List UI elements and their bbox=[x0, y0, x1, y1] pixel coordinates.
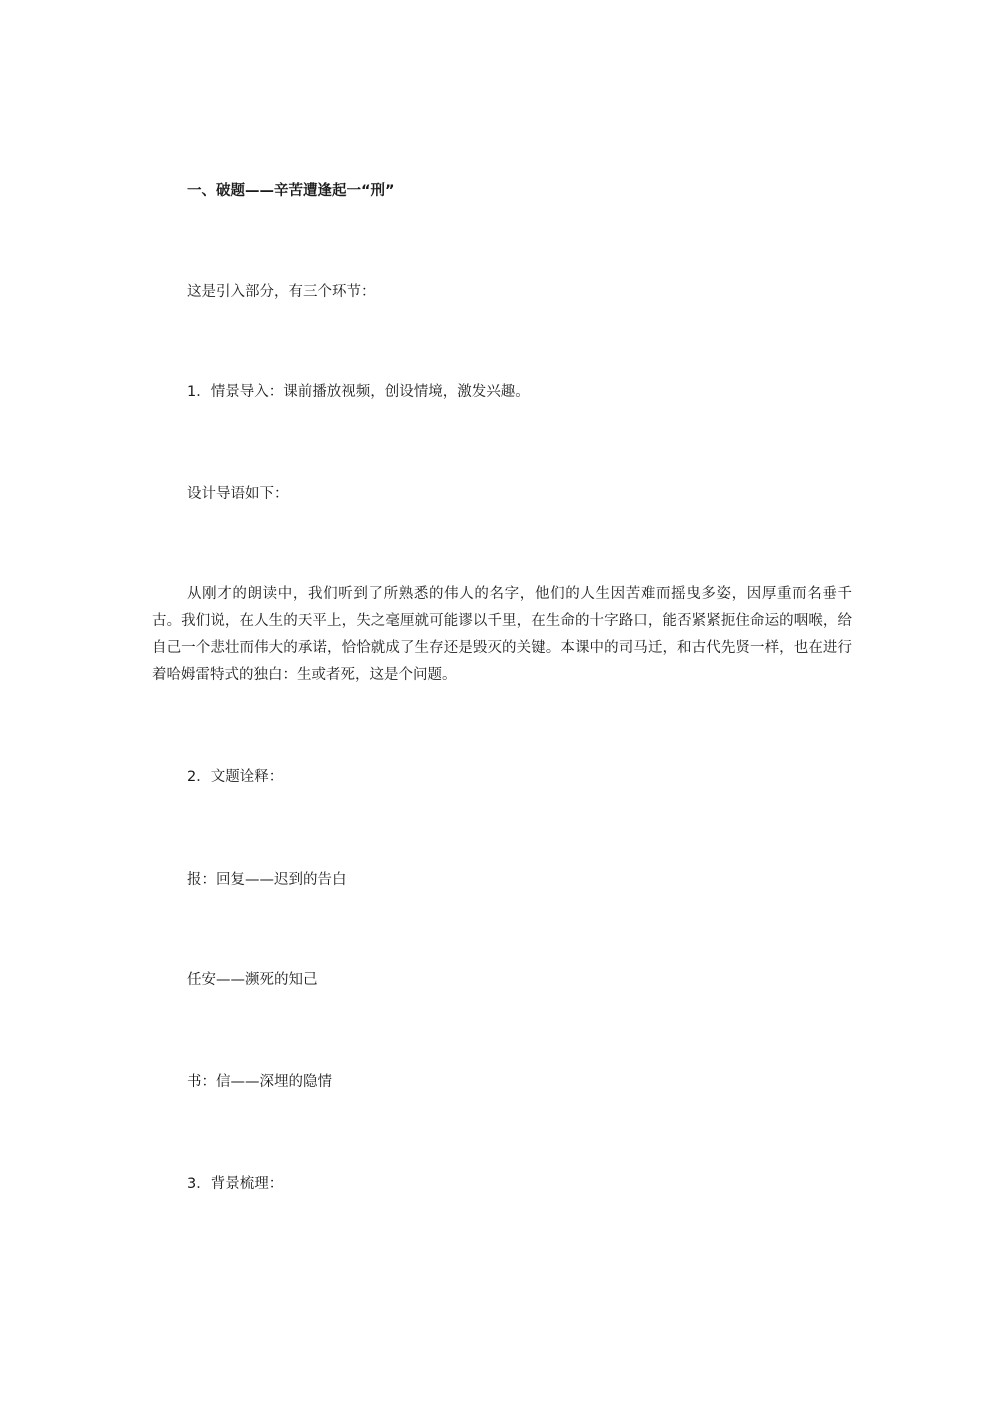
section-heading: 一、破题——辛苦遭逢起一“刑” bbox=[187, 183, 395, 199]
interpretation-line-3: 书：信——深埋的隐情 bbox=[187, 1074, 332, 1090]
interpretation-line-1: 报：回复——迟到的告白 bbox=[187, 872, 347, 888]
design-intro-text: 设计导语如下： bbox=[187, 486, 289, 502]
interpretation-line-2: 任安——濒死的知己 bbox=[187, 972, 318, 988]
intro-text: 这是引入部分，有三个环节： bbox=[187, 284, 376, 300]
step-2-text: 2．文题诠释： bbox=[187, 769, 284, 785]
body-paragraph: 从刚才的朗读中，我们听到了所熟悉的伟人的名字，他们的人生因苦难而摇曳多姿，因厚重而名垂千古。我们说，在人生的天平上，失之毫厘就可能谬以千里，在生命的十字路口，能否紧紧扼住命运的咽喉，给自己一个悲壮而伟大的承诺，恰恰就成了生存还是毁灭的关键。本课中的司马迁，和古代先贤一样，也在进行着哈姆雷特式的独白：生或者死，这是个问题。 bbox=[152, 586, 852, 683]
step-1-text: 1．情景导入：课前播放视频，创设情境，激发兴趣。 bbox=[187, 384, 530, 400]
step-3-text: 3．背景梳理： bbox=[187, 1176, 284, 1192]
